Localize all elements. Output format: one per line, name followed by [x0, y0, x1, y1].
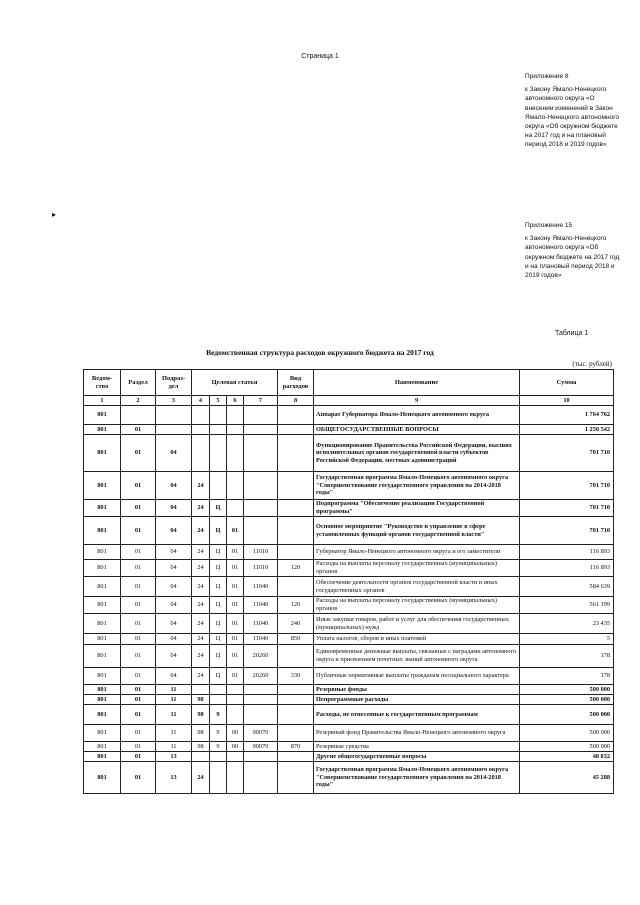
table-row	[84, 634, 614, 645]
cell-vid	[278, 406, 314, 425]
cell-c4: 98	[192, 705, 210, 725]
cell-ved: 801	[84, 634, 121, 645]
cell-c7	[244, 435, 278, 472]
cell-sum: 45 288	[520, 762, 614, 794]
cell-c4: 24	[192, 645, 210, 668]
cell-c7: 20260	[244, 668, 278, 685]
cell-c7	[244, 695, 278, 705]
cell-c7	[244, 406, 278, 425]
cell-c6: 01	[227, 614, 244, 634]
table-row	[84, 668, 614, 685]
cell-podrazdel: 04	[156, 517, 192, 545]
cell-ved: 801	[84, 725, 121, 742]
table-row	[84, 725, 614, 742]
cell-c5: Ц	[210, 597, 227, 614]
cell-c7: 11040	[244, 577, 278, 597]
cell-name: Расходы, не отнесенные к государственным программам	[314, 705, 520, 725]
cell-name: Резервный фонд Правительства Ямало-Ненецкого автономного округа	[314, 725, 520, 742]
cell-ved: 801	[84, 597, 121, 614]
cell-name: Публичные нормативные выплаты гражданам несоциального характера	[314, 668, 520, 685]
cell-vid	[278, 695, 314, 705]
cell-name: Обеспечение деятельности органов государственной власти и иных государственных органов	[314, 577, 520, 597]
cell-ved: 801	[84, 752, 121, 762]
cell-sum: 48 832	[520, 752, 614, 762]
cell-ved: 801	[84, 435, 121, 472]
cell-razdel: 01	[121, 597, 156, 614]
cell-c7	[244, 472, 278, 500]
cell-sum: 701 710	[520, 500, 614, 517]
cell-vid: 120	[278, 560, 314, 577]
cell-c4: 24	[192, 517, 210, 545]
cell-vid	[278, 705, 314, 725]
cell-c6: 01	[227, 560, 244, 577]
cell-ved: 801	[84, 685, 121, 695]
cell-c6	[227, 472, 244, 500]
cell-c6	[227, 705, 244, 725]
cell-c7: 11040	[244, 597, 278, 614]
cell-c4: 24	[192, 597, 210, 614]
cell-razdel: 01	[121, 668, 156, 685]
cell-name: Государственная программа Ямало-Ненецкого автономного округа "Совершенствование государственного управления на 2014-2018 годы"	[314, 762, 520, 794]
cell-c7	[244, 762, 278, 794]
cell-sum: 701 710	[520, 435, 614, 472]
cell-vid: 330	[278, 668, 314, 685]
cell-c6: 00	[227, 725, 244, 742]
cell-razdel: 01	[121, 500, 156, 517]
cell-vid	[278, 752, 314, 762]
cell-razdel: 01	[121, 695, 156, 705]
cell-podrazdel: 04	[156, 500, 192, 517]
cell-c7: 20260	[244, 645, 278, 668]
cell-c5	[210, 685, 227, 695]
cell-c4: 24	[192, 614, 210, 634]
cell-c4	[192, 425, 210, 435]
cell-c6: 01	[227, 545, 244, 560]
cell-c7: 11010	[244, 545, 278, 560]
cell-vid: 240	[278, 614, 314, 634]
table-row	[84, 762, 614, 794]
cell-c7	[244, 685, 278, 695]
cell-name: Резервные фонды	[314, 685, 520, 695]
cell-razdel: 01	[121, 545, 156, 560]
col-num: 6	[227, 396, 244, 406]
header-ved: Ведом-ство	[84, 370, 121, 396]
cell-ved: 801	[84, 614, 121, 634]
cell-vid	[278, 435, 314, 472]
cell-c6	[227, 406, 244, 425]
cell-name: Другие общегосударственные вопросы	[314, 752, 520, 762]
cell-podrazdel	[156, 406, 192, 425]
header-name: Наименование	[314, 370, 520, 396]
cell-c4	[192, 435, 210, 472]
table-row	[84, 545, 614, 560]
cell-podrazdel: 11	[156, 705, 192, 725]
cell-c5: Ц	[210, 634, 227, 645]
cell-c5: 9	[210, 725, 227, 742]
cell-ved: 801	[84, 668, 121, 685]
cell-name: Подпрограмма "Обеспечение реализации Государственной программы"	[314, 500, 520, 517]
cell-c4: 24	[192, 577, 210, 597]
units-label: (тыс. рублей)	[572, 360, 612, 368]
cell-c5: 9	[210, 742, 227, 752]
appendix-15-title: Приложение 15	[525, 222, 573, 229]
cell-c5	[210, 472, 227, 500]
cell-c5: Ц	[210, 614, 227, 634]
cell-ved: 801	[84, 645, 121, 668]
cell-c7: 90070	[244, 742, 278, 752]
cell-ved: 801	[84, 425, 121, 435]
appendix-8-note	[525, 72, 620, 150]
cell-c5: Ц	[210, 545, 227, 560]
cell-c4: 24	[192, 762, 210, 794]
table-row	[84, 705, 614, 725]
col-num: 2	[121, 396, 156, 406]
cell-c7: 11010	[244, 560, 278, 577]
table-body	[84, 406, 614, 794]
cell-vid	[278, 762, 314, 794]
col-num: 3	[156, 396, 192, 406]
table-row	[84, 645, 614, 668]
cell-ved: 801	[84, 500, 121, 517]
cell-c6: 01	[227, 577, 244, 597]
cell-podrazdel: 11	[156, 725, 192, 742]
cell-sum: 500 000	[520, 725, 614, 742]
cell-c6	[227, 762, 244, 794]
cell-c7	[244, 500, 278, 517]
cell-c5: 9	[210, 705, 227, 725]
cell-sum: 701 710	[520, 472, 614, 500]
cell-c5: Ц	[210, 577, 227, 597]
cell-c4	[192, 406, 210, 425]
table-row	[84, 517, 614, 545]
cell-c5: Ц	[210, 645, 227, 668]
header-sum: Сумма	[520, 370, 614, 396]
cell-podrazdel: 04	[156, 597, 192, 614]
cell-vid	[278, 500, 314, 517]
cell-podrazdel	[156, 425, 192, 435]
cell-c6: 01	[227, 597, 244, 614]
cell-vid	[278, 472, 314, 500]
cell-name: Основное мероприятие "Руководство и управление в сфере установленных функций органов государственной власти"	[314, 517, 520, 545]
cell-name: Расходы на выплаты персоналу государственных (муниципальных) органов	[314, 560, 520, 577]
table-row	[84, 560, 614, 577]
cell-c5	[210, 762, 227, 794]
cell-vid: 850	[278, 634, 314, 645]
col-num: 7	[244, 396, 278, 406]
table-row	[84, 695, 614, 705]
cell-c6: 01	[227, 517, 244, 545]
cell-c7: 11040	[244, 614, 278, 634]
appendix-8-text: к Закону Ямало-Ненецкого автономного округа «О внесении изменений в Закон Ямало-Ненецкого автономного округа «Об окружном бюджете на 2017 год и на плановый период 2018 и 2019 годов»	[525, 86, 620, 149]
cell-c4	[192, 685, 210, 695]
cell-sum: 561 199	[520, 597, 614, 614]
cell-razdel: 01	[121, 472, 156, 500]
cell-sum: 701 710	[520, 517, 614, 545]
cell-razdel: 01	[121, 725, 156, 742]
cell-podrazdel: 11	[156, 742, 192, 752]
cell-podrazdel: 11	[156, 685, 192, 695]
cell-c5	[210, 425, 227, 435]
cell-vid: 120	[278, 597, 314, 614]
cell-c5: Ц	[210, 517, 227, 545]
cell-name: Губернатор Ямало-Ненецкого автономного округа и его заместители	[314, 545, 520, 560]
table-row	[84, 685, 614, 695]
cell-c5: Ц	[210, 500, 227, 517]
cell-podrazdel: 04	[156, 645, 192, 668]
cell-razdel: 01	[121, 762, 156, 794]
cell-ved: 801	[84, 742, 121, 752]
cell-ved: 801	[84, 560, 121, 577]
table-row	[84, 577, 614, 597]
cell-sum: 23 435	[520, 614, 614, 634]
cell-c4: 98	[192, 742, 210, 752]
cell-c6	[227, 500, 244, 517]
cell-vid	[278, 425, 314, 435]
cell-name: Функционирование Правительства Российской Федерации, высших исполнительных органов государственной власти субъектов Российской Федерации, местных администраций	[314, 435, 520, 472]
cell-c5: Ц	[210, 560, 227, 577]
cell-podrazdel: 04	[156, 435, 192, 472]
table-row	[84, 597, 614, 614]
table-label: Таблица 1	[555, 330, 589, 337]
cell-ved: 801	[84, 762, 121, 794]
cell-c4	[192, 752, 210, 762]
cell-c5	[210, 435, 227, 472]
cell-podrazdel: 04	[156, 634, 192, 645]
table-row	[84, 614, 614, 634]
cell-c4: 24	[192, 560, 210, 577]
cell-ved: 801	[84, 406, 121, 425]
table-row	[84, 406, 614, 425]
header-podrazdel: Подраз-дел	[156, 370, 192, 396]
cell-name: Непрограммные расходы	[314, 695, 520, 705]
cell-razdel: 01	[121, 425, 156, 435]
cell-sum: 584 639	[520, 577, 614, 597]
cell-c5	[210, 752, 227, 762]
cell-name: Уплата налогов, сборов и иных платежей	[314, 634, 520, 645]
page-number: Страница 1	[301, 53, 339, 60]
table-row	[84, 742, 614, 752]
cell-c4: 24	[192, 634, 210, 645]
cell-sum: 1 764 762	[520, 406, 614, 425]
cell-vid	[278, 577, 314, 597]
cell-podrazdel: 04	[156, 545, 192, 560]
cell-sum: 500 000	[520, 685, 614, 695]
cell-sum: 178	[520, 668, 614, 685]
cell-c6: 01	[227, 668, 244, 685]
column-number-row	[84, 396, 614, 406]
cell-c5	[210, 695, 227, 705]
cell-vid	[278, 517, 314, 545]
cell-c6: 01	[227, 645, 244, 668]
cell-vid	[278, 685, 314, 695]
col-num: 10	[520, 396, 614, 406]
margin-mark: ▸	[52, 210, 57, 219]
cell-name: Расходы на выплаты персоналу государственных (муниципальных) органов	[314, 597, 520, 614]
cell-ved: 801	[84, 705, 121, 725]
table-row	[84, 500, 614, 517]
appendix-8-title: Приложение 8	[525, 73, 569, 80]
cell-razdel: 01	[121, 614, 156, 634]
cell-c6: 01	[227, 634, 244, 645]
appendix-15-text: к Закону Ямало-Ненецкого автономного округа «Об окружном бюджете на 2017 год и на плановый период 2018 и 2019 годов»	[525, 235, 620, 280]
cell-name: Государственная программа Ямало-Ненецкого автономного округа "Совершенствование государственного управления на 2014-2018 годы"	[314, 472, 520, 500]
cell-vid	[278, 725, 314, 742]
cell-podrazdel: 04	[156, 472, 192, 500]
appendix-15-note	[525, 221, 620, 280]
cell-sum: 1 250 542	[520, 425, 614, 435]
cell-c7	[244, 705, 278, 725]
cell-sum: 500 000	[520, 742, 614, 752]
header-vid: Вид расходов	[278, 370, 314, 396]
cell-razdel	[121, 406, 156, 425]
cell-razdel: 01	[121, 517, 156, 545]
cell-name: Единовременные денежные выплаты, связанные с наградами автономного округа и присвоением почетных званий автономного округа	[314, 645, 520, 668]
cell-razdel: 01	[121, 560, 156, 577]
cell-c4: 24	[192, 472, 210, 500]
cell-sum: 500 000	[520, 695, 614, 705]
cell-c6	[227, 685, 244, 695]
cell-c4: 98	[192, 695, 210, 705]
cell-vid: 870	[278, 742, 314, 752]
cell-vid	[278, 545, 314, 560]
cell-c7	[244, 425, 278, 435]
cell-c7: 90070	[244, 725, 278, 742]
cell-c6	[227, 425, 244, 435]
cell-razdel: 01	[121, 634, 156, 645]
cell-sum: 178	[520, 645, 614, 668]
cell-sum: 500 000	[520, 705, 614, 725]
document-title: Ведомственная структура расходов окружного бюджета на 2017 год	[206, 348, 434, 357]
cell-razdel: 01	[121, 645, 156, 668]
budget-table	[83, 369, 614, 794]
cell-ved: 801	[84, 472, 121, 500]
cell-ved: 801	[84, 517, 121, 545]
cell-c7	[244, 752, 278, 762]
cell-c6: 00	[227, 742, 244, 752]
col-num: 9	[314, 396, 520, 406]
cell-c5: Ц	[210, 668, 227, 685]
col-num: 8	[278, 396, 314, 406]
table-row	[84, 425, 614, 435]
header-target: Целевая статья	[192, 370, 278, 396]
cell-razdel: 01	[121, 577, 156, 597]
cell-podrazdel: 13	[156, 762, 192, 794]
table-row	[84, 472, 614, 500]
cell-podrazdel: 13	[156, 752, 192, 762]
cell-c4: 24	[192, 545, 210, 560]
cell-name: Иные закупки товаров, работ и услуг для обеспечения государственных (муниципальных) нужд	[314, 614, 520, 634]
header-razdel: Раздел	[121, 370, 156, 396]
cell-name: Резервные средства	[314, 742, 520, 752]
cell-sum: 5	[520, 634, 614, 645]
cell-c6	[227, 435, 244, 472]
cell-vid	[278, 645, 314, 668]
cell-podrazdel: 04	[156, 614, 192, 634]
cell-c4: 98	[192, 725, 210, 742]
cell-sum: 116 893	[520, 545, 614, 560]
cell-name: Аппарат Губернатора Ямало-Ненецкого автономного округа	[314, 406, 520, 425]
cell-c5	[210, 406, 227, 425]
cell-ved: 801	[84, 695, 121, 705]
cell-razdel: 01	[121, 435, 156, 472]
cell-ved: 801	[84, 545, 121, 560]
cell-c4: 24	[192, 668, 210, 685]
cell-c6	[227, 752, 244, 762]
table-row	[84, 435, 614, 472]
cell-c7: 11040	[244, 634, 278, 645]
cell-sum: 116 893	[520, 560, 614, 577]
cell-podrazdel: 04	[156, 668, 192, 685]
cell-c4: 24	[192, 500, 210, 517]
cell-c6	[227, 695, 244, 705]
table-row	[84, 752, 614, 762]
cell-c7	[244, 517, 278, 545]
cell-razdel: 01	[121, 742, 156, 752]
cell-podrazdel: 04	[156, 577, 192, 597]
cell-name: ОБЩЕГОСУДАРСТВЕННЫЕ ВОПРОСЫ	[314, 425, 520, 435]
col-num: 1	[84, 396, 121, 406]
cell-razdel: 01	[121, 685, 156, 695]
cell-podrazdel: 11	[156, 695, 192, 705]
cell-razdel: 01	[121, 752, 156, 762]
col-num: 4	[192, 396, 210, 406]
cell-razdel: 01	[121, 705, 156, 725]
col-num: 5	[210, 396, 227, 406]
cell-ved: 801	[84, 577, 121, 597]
cell-podrazdel: 04	[156, 560, 192, 577]
